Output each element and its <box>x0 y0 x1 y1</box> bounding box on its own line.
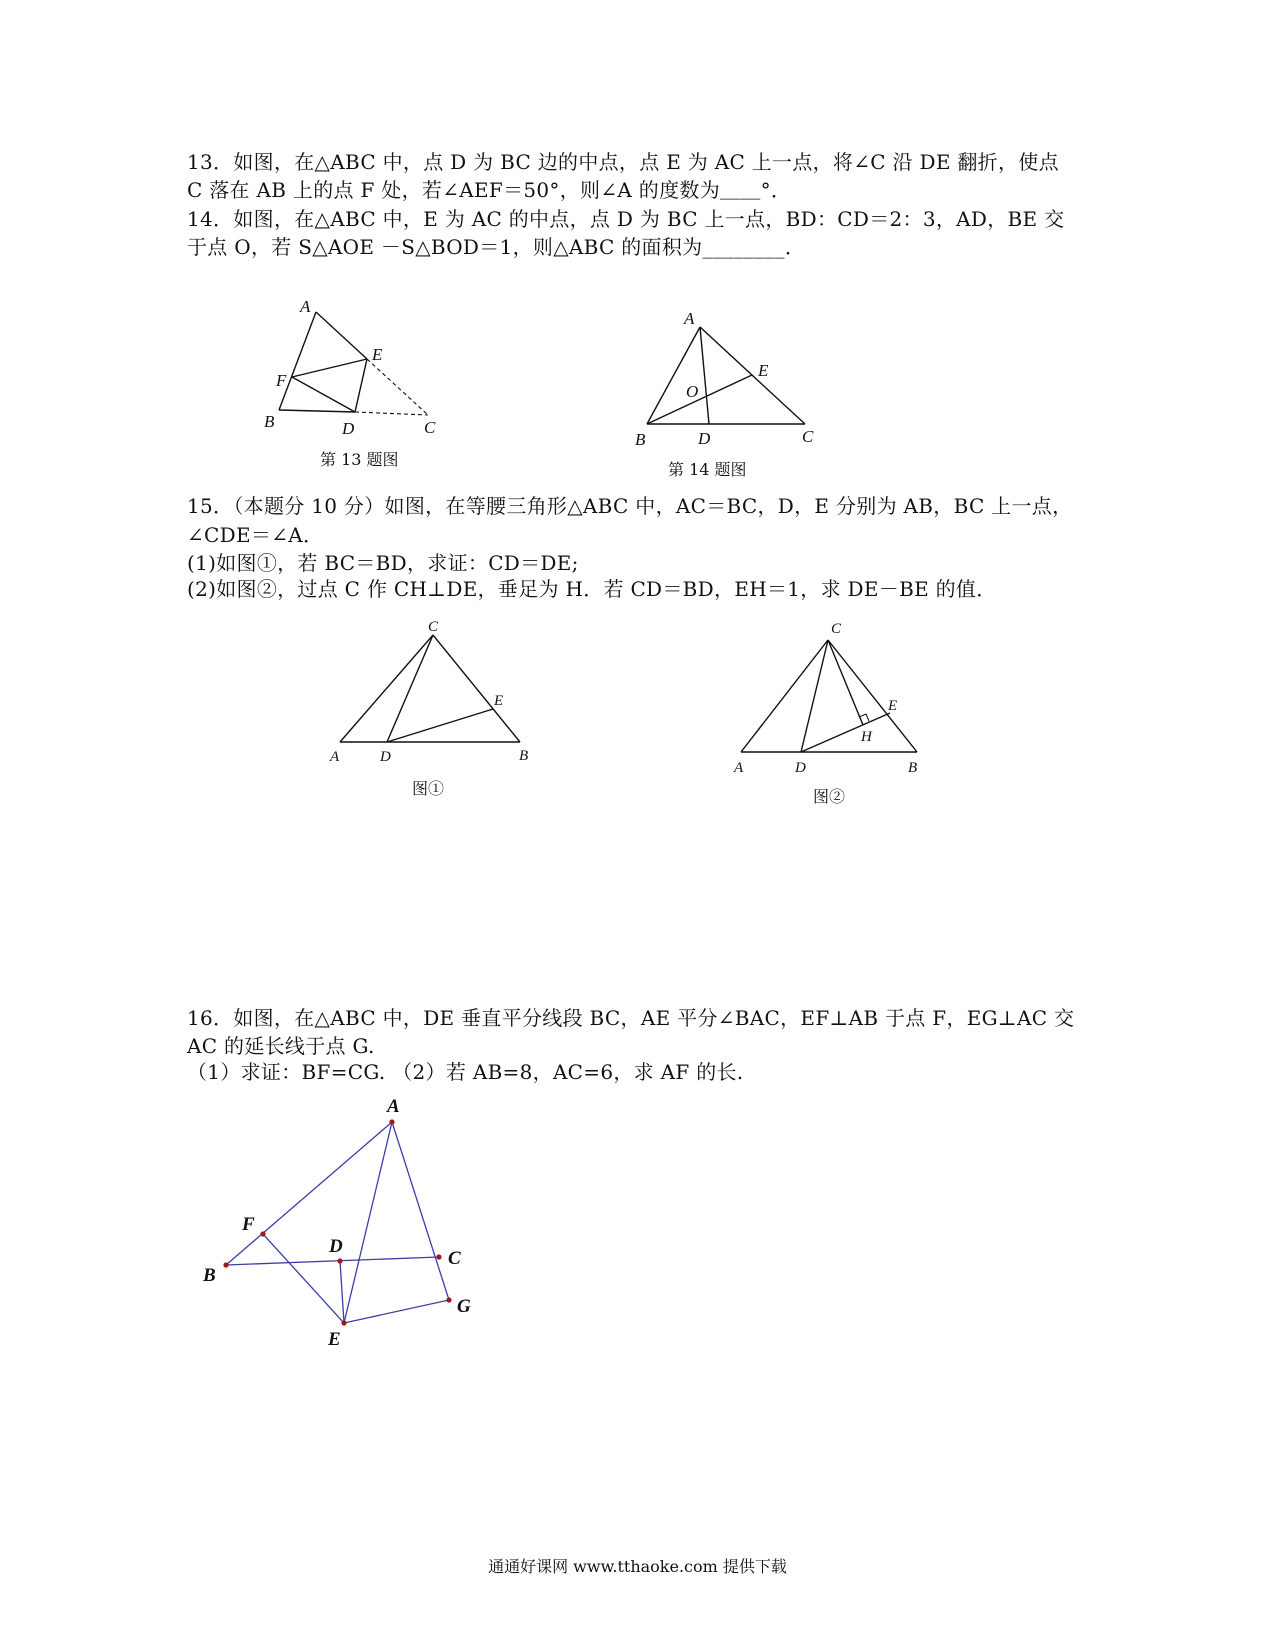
q13-line1: 13．如图，在△ABC 中，点 D 为 BC 边的中点，点 E 为 AC 上一点，将∠C 沿 DE 翻折，使点 <box>187 150 1059 174</box>
label-c: C <box>831 621 842 637</box>
q16-line2: AC 的延长线于点 G. <box>187 1034 375 1058</box>
label-d: D <box>380 749 391 765</box>
q13-line2: C 落在 AB 上的点 F 处，若∠AEF＝50°，则∠A 的度数为＿＿°． <box>187 178 792 202</box>
label-e: E <box>888 698 898 714</box>
label-c: C <box>448 1248 461 1269</box>
label-a: A <box>300 297 311 316</box>
figure-15-2-caption: 图② <box>813 787 846 806</box>
q15-line1: 15．（本题分 10 分）如图，在等腰三角形△ABC 中，AC＝BC，D，E 分别为 AB，BC 上一点， <box>187 494 1073 518</box>
figure-14-caption: 第 14 题图 <box>668 460 747 479</box>
label-b: B <box>635 430 646 449</box>
label-a: A <box>734 760 744 776</box>
q16-line3: （1）求证：BF=CG. （2）若 AB=8，AC=6，求 AF 的长. <box>187 1060 744 1084</box>
figure-13-caption: 第 13 题图 <box>320 450 399 469</box>
q15-line2: ∠CDE＝∠A． <box>187 523 324 547</box>
label-f: F <box>242 1214 255 1235</box>
figure-13 <box>260 290 460 450</box>
figure-14 <box>630 305 830 460</box>
label-d: D <box>329 1236 343 1257</box>
label-f: F <box>276 371 287 390</box>
q16-line1: 16．如图，在△ABC 中，DE 垂直平分线段 BC，AE 平分∠BAC，EF⊥AB 于点 F，EG⊥AC 交 <box>187 1006 1075 1030</box>
label-e: E <box>372 345 383 364</box>
label-e: E <box>494 693 504 709</box>
label-c: C <box>802 427 814 446</box>
label-d: D <box>342 419 355 438</box>
label-h: H <box>861 729 872 745</box>
q15-line3: (1)如图①，若 BC＝BD，求证：CD＝DE; <box>187 551 579 575</box>
q14-line2: 于点 O，若 S△AOE －S△BOD＝1，则△ABC 的面积为________． <box>187 235 806 259</box>
label-d: D <box>795 760 806 776</box>
label-e: E <box>758 361 769 380</box>
label-g: G <box>457 1296 471 1317</box>
label-b: B <box>908 760 918 776</box>
figure-15-2 <box>725 615 955 780</box>
label-b: B <box>264 412 275 431</box>
label-o: O <box>686 382 699 401</box>
label-d: D <box>698 429 711 448</box>
page-footer: 通通好课网 www.tthaoke.com 提供下载 <box>488 1557 787 1576</box>
figure-16 <box>195 1090 495 1360</box>
q15-line4: (2)如图②，过点 C 作 CH⊥DE，垂足为 H．若 CD＝BD，EH＝1，求 DE－BE 的值． <box>187 577 997 601</box>
label-c: C <box>428 619 439 635</box>
label-c: C <box>424 418 436 437</box>
label-a: A <box>387 1096 400 1117</box>
label-b: B <box>203 1265 216 1286</box>
label-a: A <box>330 749 340 765</box>
label-a: A <box>684 309 695 328</box>
q14-line1: 14．如图，在△ABC 中，E 为 AC 的中点，点 D 为 BC 上一点，BD：CD＝2：3，AD，BE 交 <box>187 207 1065 231</box>
figure-15-1 <box>320 615 550 775</box>
figure-15-1-caption: 图① <box>412 779 445 798</box>
label-e: E <box>328 1329 341 1350</box>
label-b: B <box>519 748 529 764</box>
